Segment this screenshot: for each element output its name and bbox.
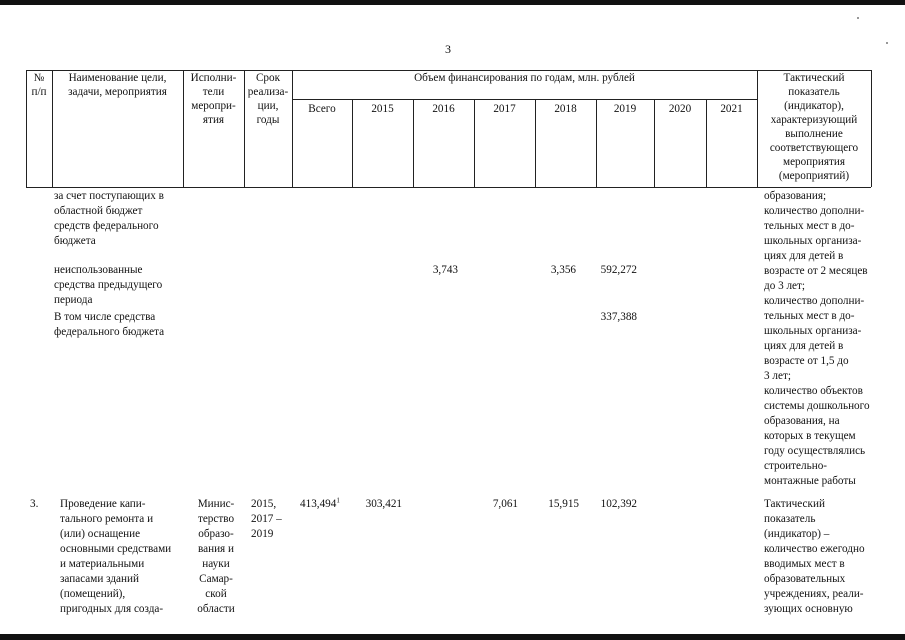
header-total: Всего: [308, 103, 336, 115]
bottom-border: [0, 634, 905, 640]
page-number: 3: [445, 42, 451, 56]
header-year-2020: 2020: [668, 103, 692, 115]
row3-number: 3.: [30, 498, 39, 510]
row3-2018-value: 15,915: [548, 498, 579, 510]
header-year-2015: 2015: [371, 103, 394, 115]
header-funding-title: Объем финансирования по годам, млн. рублей: [414, 72, 635, 84]
header-year-2021: 2021: [720, 103, 743, 115]
header-year-2019: 2019: [613, 103, 637, 115]
header-year-2016: 2016: [432, 103, 455, 115]
row3-2015-value: 303,421: [365, 498, 402, 510]
federal-2019-value: 337,388: [600, 311, 637, 323]
unused-2016-value: 3,743: [432, 264, 458, 276]
top-border: [0, 0, 905, 5]
header-year-2018: 2018: [554, 103, 577, 115]
unused-2019-value: 592,272: [600, 264, 637, 276]
unused-2018-value: 3,356: [550, 264, 576, 276]
header-year-2017: 2017: [493, 103, 516, 115]
row3-2017-value: 7,061: [492, 498, 518, 510]
speck: [857, 17, 859, 19]
row3-2019-value: 102,392: [600, 498, 637, 510]
speck: [886, 42, 888, 44]
footnote-mark: 1: [336, 496, 340, 505]
row3-total: 413,494$^1$: [300, 496, 340, 510]
